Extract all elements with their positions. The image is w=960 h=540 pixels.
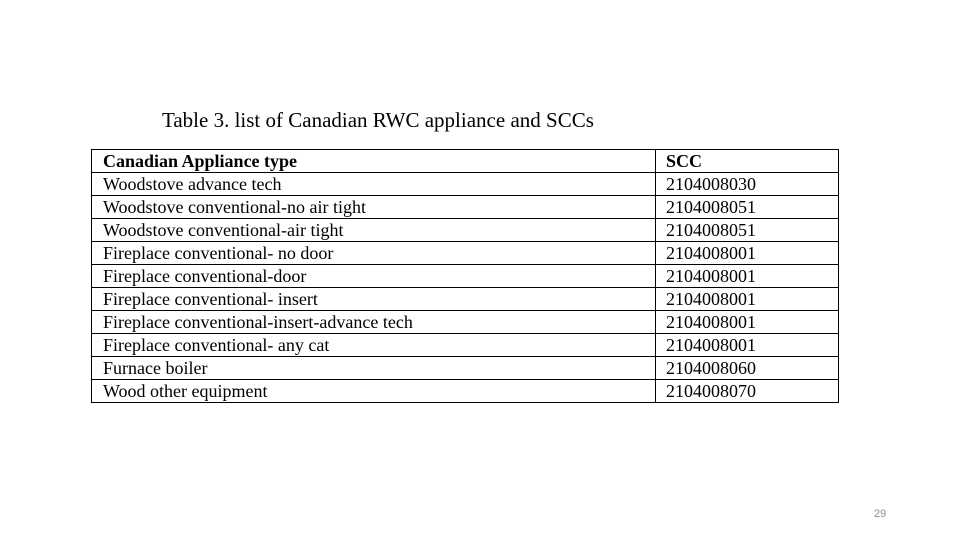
table-title: Table 3. list of Canadian RWC appliance and SCCs bbox=[162, 108, 594, 132]
table-row bbox=[92, 265, 839, 288]
scc-cell: 2104008001 bbox=[656, 311, 839, 334]
appliance-type-cell: Woodstove advance tech bbox=[92, 173, 656, 196]
appliance-type-cell: Fireplace conventional- any cat bbox=[92, 334, 656, 357]
table-row bbox=[92, 311, 839, 334]
appliance-type-cell: Fireplace conventional-door bbox=[92, 265, 656, 288]
scc-cell: 2104008051 bbox=[656, 196, 839, 219]
appliance-type-cell: Wood other equipment bbox=[92, 380, 656, 403]
scc-cell: 2104008070 bbox=[656, 380, 839, 403]
table-row bbox=[92, 357, 839, 380]
appliance-type-cell: Fireplace conventional- no door bbox=[92, 242, 656, 265]
page-number: 29 bbox=[874, 508, 887, 520]
scc-cell: 2104008001 bbox=[656, 265, 839, 288]
table-row bbox=[92, 334, 839, 357]
header-appliance-type: Canadian Appliance type bbox=[92, 150, 656, 173]
table-row bbox=[92, 196, 839, 219]
table-row bbox=[92, 380, 839, 403]
appliance-type-cell: Fireplace conventional-insert-advance tech bbox=[92, 311, 656, 334]
scc-cell: 2104008030 bbox=[656, 173, 839, 196]
scc-cell: 2104008051 bbox=[656, 219, 839, 242]
scc-cell: 2104008001 bbox=[656, 334, 839, 357]
table-row bbox=[92, 242, 839, 265]
appliance-type-cell: Woodstove conventional-no air tight bbox=[92, 196, 656, 219]
scc-cell: 2104008001 bbox=[656, 242, 839, 265]
appliance-scc-table bbox=[91, 149, 839, 403]
header-scc: SCC bbox=[656, 150, 839, 173]
table-row bbox=[92, 173, 839, 196]
table-header-row bbox=[92, 150, 839, 173]
scc-cell: 2104008001 bbox=[656, 288, 839, 311]
appliance-type-cell: Fireplace conventional- insert bbox=[92, 288, 656, 311]
table-row bbox=[92, 288, 839, 311]
appliance-type-cell: Woodstove conventional-air tight bbox=[92, 219, 656, 242]
appliance-type-cell: Furnace boiler bbox=[92, 357, 656, 380]
scc-cell: 2104008060 bbox=[656, 357, 839, 380]
table-row bbox=[92, 219, 839, 242]
